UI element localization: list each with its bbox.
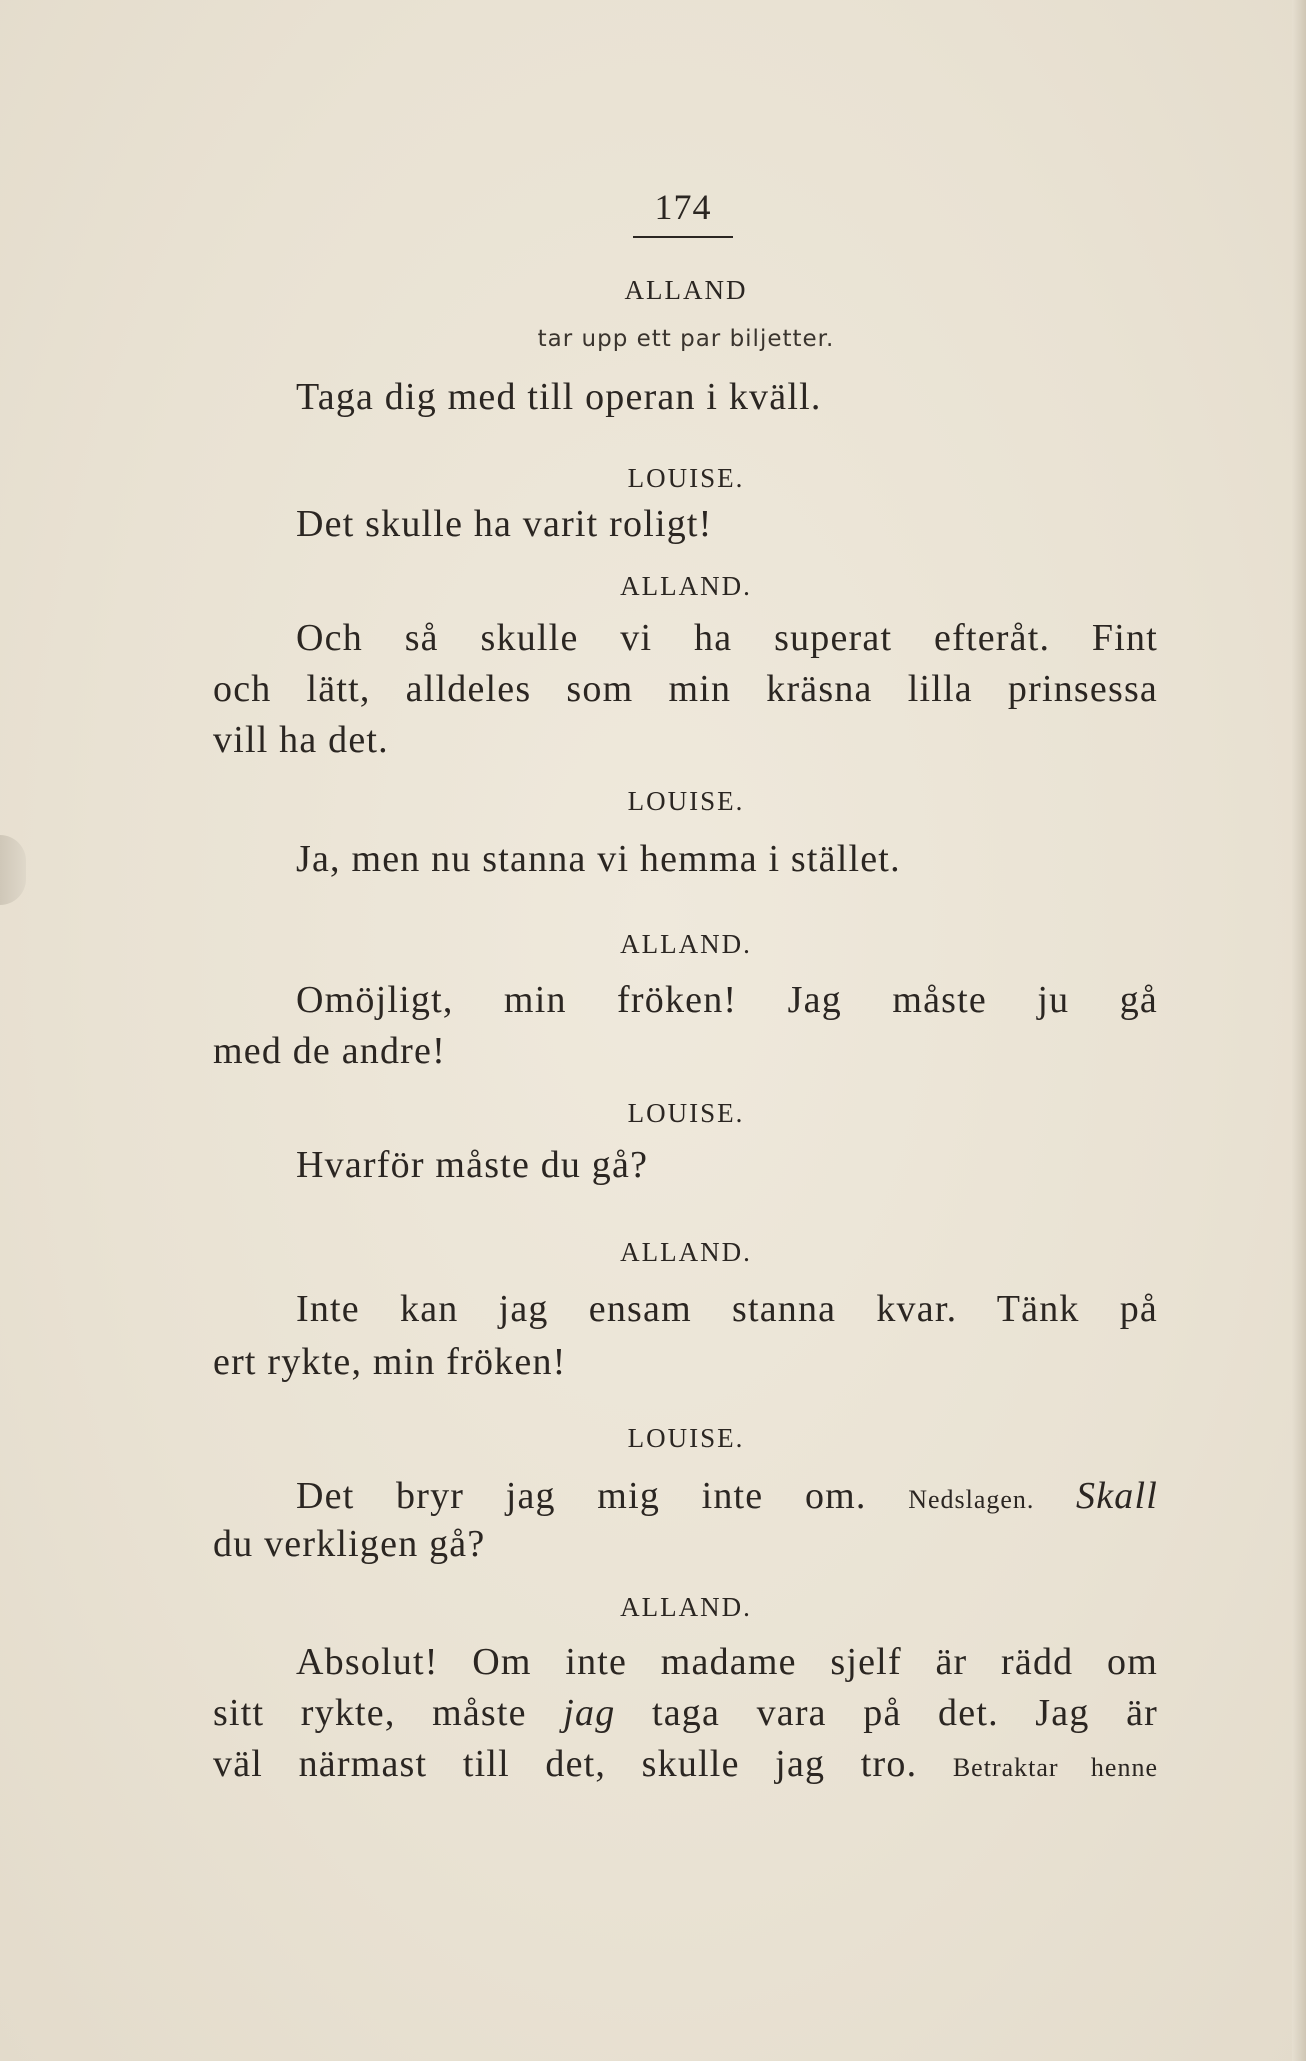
dialogue-text: sitt rykte, måste [213,1692,527,1734]
dialogue-line: Taga dig med till operan i kväll. [296,376,822,418]
speaker-name: ALLAND. [620,1592,752,1622]
dialogue-line: vill ha det. [213,719,389,761]
dialogue-line: ert rykte, min fröken! [213,1341,567,1383]
speaker-name: LOUISE. [627,1423,745,1453]
speaker-name: LOUISE. [627,786,745,816]
italic-text: jag [563,1692,616,1734]
italic-text: Skall [1076,1475,1158,1517]
dialogue-text: väl närmast till det, skulle jag tro. [213,1743,918,1785]
inline-stage-direction: Nedslagen. [908,1485,1035,1514]
dialogue-line: Hvarför måste du gå? [296,1144,649,1186]
speaker-name: LOUISE. [627,1098,745,1128]
speaker-name: ALLAND. [620,929,752,959]
dialogue-line: Absolut! Om inte madame sjelf är rädd om [296,1641,1158,1683]
speaker-name: LOUISE. [627,463,745,493]
dialogue-line: Och så skulle vi ha superat efteråt. Fint [296,617,1158,659]
dialogue-line-with-direction [213,1472,1158,1524]
page-edge-shadow [1292,0,1306,2061]
dialogue-line-with-direction [213,1740,1158,1792]
speaker-name: ALLAND [624,275,748,305]
dialogue-text: Det bryr jag mig inte om. [296,1475,867,1517]
speaker-name: ALLAND. [620,1237,752,1267]
stage-direction: tar upp ett par biljetter. [537,326,835,352]
page-number-rule [633,236,733,238]
dialogue-line: med de andre! [213,1030,446,1072]
dialogue-line: Det skulle ha varit roligt! [296,503,713,545]
dialogue-line: du verkligen gå? [213,1523,486,1565]
speaker-name: ALLAND. [620,571,752,601]
page-number: 174 [654,187,712,227]
dialogue-line: Ja, men nu stanna vi hemma i stället. [296,838,901,880]
dialogue-line: Inte kan jag ensam stanna kvar. Tänk på [296,1288,1158,1330]
dialogue-line: Omöjligt, min fröken! Jag måste ju gå [296,979,1158,1021]
dialogue-text: taga vara på det. Jag är [651,1692,1159,1734]
inline-stage-direction: Betraktar henne [952,1753,1158,1782]
dialogue-line-with-italic [213,1689,1158,1737]
dialogue-line: och lätt, alldeles som min kräsna lilla prinsessa [213,668,1158,710]
